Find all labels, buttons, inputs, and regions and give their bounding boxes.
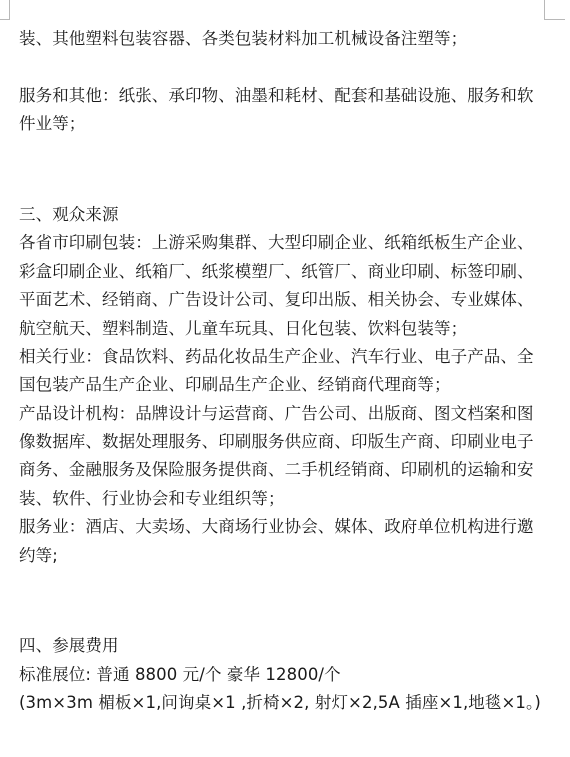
blank-line xyxy=(19,53,559,81)
paragraph-line: 商务、金融服务及保险服务提供商、二手机经销商、印刷机的运输和安 xyxy=(19,460,534,480)
paragraph-line: 彩盒印刷企业、纸箱厂、纸浆模塑厂、纸管厂、商业印刷、标签印刷、 xyxy=(19,261,534,281)
section-heading: 四、参展费用 xyxy=(19,636,119,656)
paragraph-line: (3m×3m 楣板×1,问询桌×1 ,折椅×2, 射灯×2,5A 插座×1,地毯×1。) xyxy=(19,693,541,713)
paragraph-line: 国包装产品生产企业、印刷品生产企业、经销商代理商等； xyxy=(19,375,451,395)
paragraph-line: 装、软件、行业协会和专业组织等； xyxy=(19,488,285,508)
paragraph-line: 服务业：酒店、大卖场、大商场行业协会、媒体、政府单位机构进行邀 xyxy=(19,517,534,537)
document-body xyxy=(19,25,559,718)
paragraph-line: 相关行业：食品饮料、药品化妆品生产企业、汽车行业、电子产品、全 xyxy=(19,346,534,366)
page-corner-mark-right xyxy=(544,0,565,20)
page-corner-mark-left xyxy=(0,0,10,20)
blank-line xyxy=(19,167,559,201)
blank-line xyxy=(19,139,559,167)
paragraph-line: 服务和其他：纸张、承印物、油墨和耗材、配套和基础设施、服务和软 xyxy=(19,85,534,105)
paragraph-line: 各省市印刷包装：上游采购集群、大型印刷企业、纸箱纸板生产企业、 xyxy=(19,233,534,253)
blank-line xyxy=(19,570,559,598)
section-heading: 三、观众来源 xyxy=(19,204,119,224)
blank-line xyxy=(19,598,559,632)
paragraph-line: 约等; xyxy=(19,545,58,565)
paragraph-line: 产品设计机构：品牌设计与运营商、广告公司、出版商、图文档案和图 xyxy=(19,403,534,423)
paragraph-line: 标准展位: 普通 8800 元/个 豪华 12800/个 xyxy=(19,664,341,684)
paragraph-line: 平面艺术、经销商、广告设计公司、复印出版、相关协会、专业媒体、 xyxy=(19,290,534,310)
paragraph-line: 装、其他塑料包装容器、各类包装材料加工机械设备注塑等； xyxy=(19,29,468,48)
paragraph-line: 航空航天、塑料制造、儿童车玩具、日化包装、饮料包装等； xyxy=(19,318,468,338)
paragraph-line: 像数据库、数据处理服务、印刷服务供应商、印版生产商、印刷业电子 xyxy=(19,432,534,452)
paragraph-line: 件业等； xyxy=(19,114,86,134)
